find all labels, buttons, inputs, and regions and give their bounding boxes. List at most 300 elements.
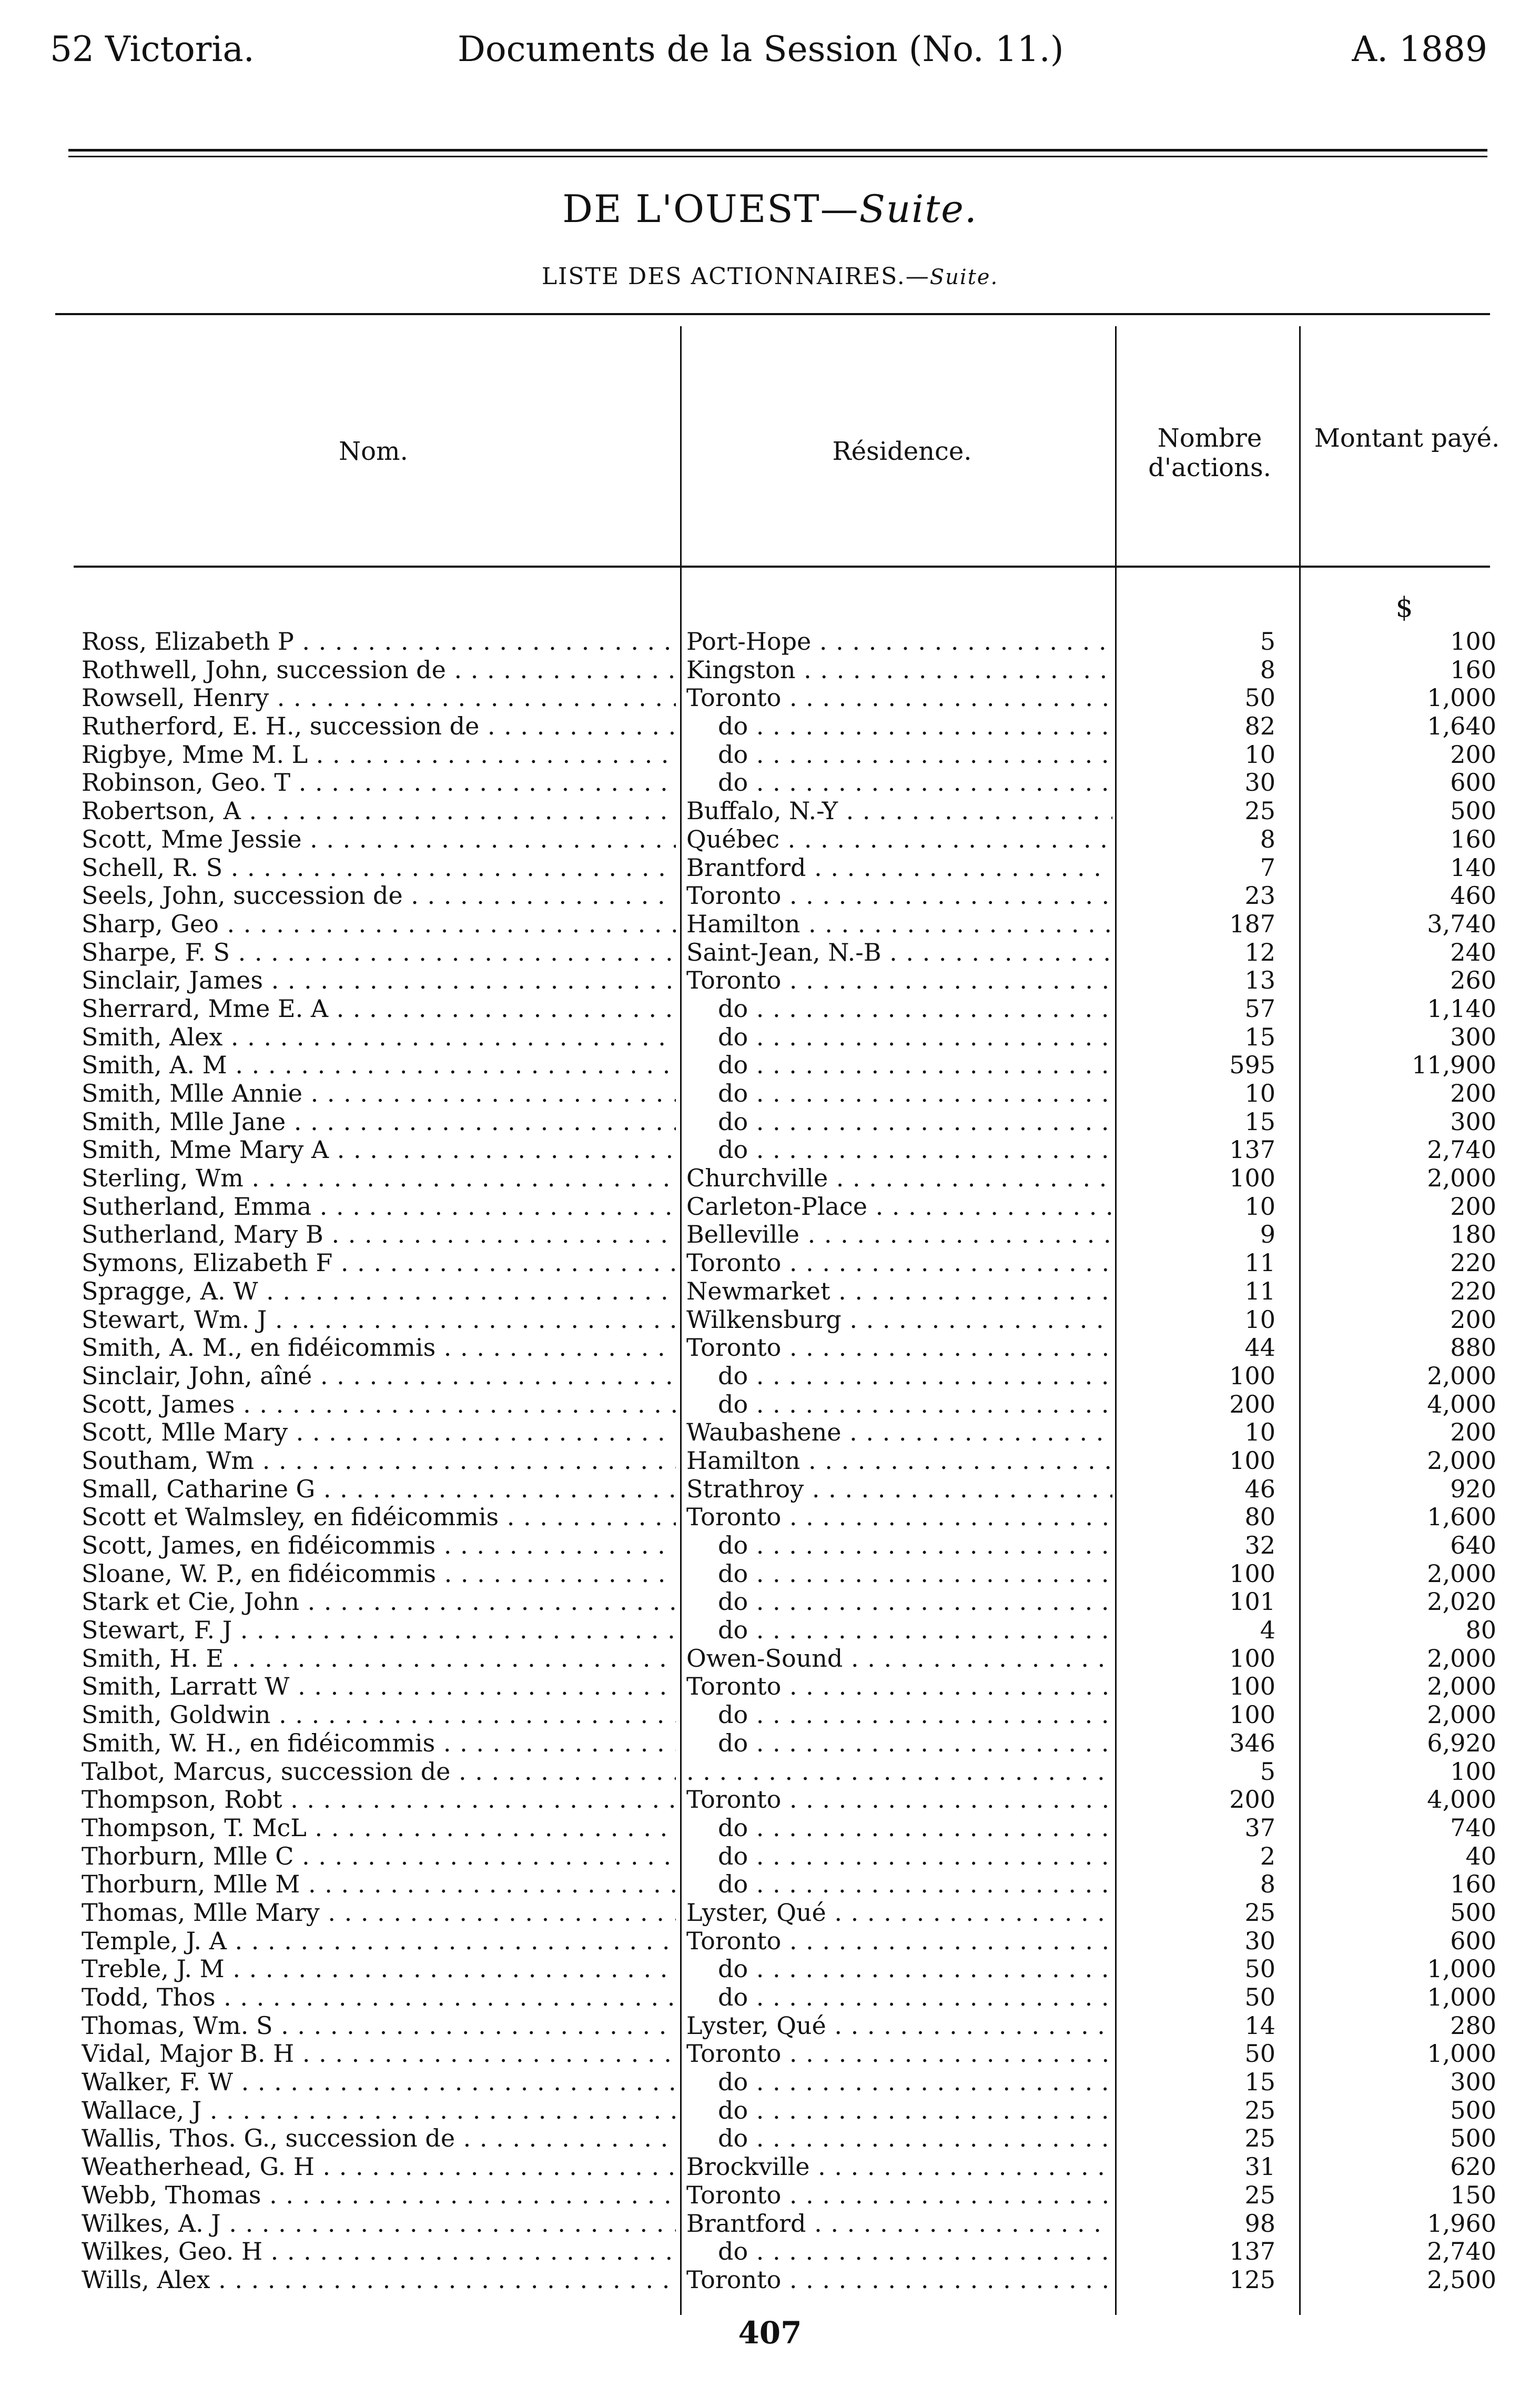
table-row: [0, 684, 1540, 712]
cell-residence: Toronto . . .: [686, 966, 1112, 995]
cell-montant: 2,020: [1427, 1587, 1496, 1616]
table-row: [0, 797, 1540, 825]
cell-nom: Smith, A. M . . .: [82, 1051, 676, 1080]
table-row: [0, 1503, 1540, 1532]
cell-montant: 240: [1450, 938, 1496, 966]
column-header-nombre: Nombre d'actions.: [1148, 424, 1271, 482]
cell-residence: Kingston . . .: [686, 656, 1112, 684]
cell-nombre: 13: [1244, 966, 1275, 995]
cell-nombre: 25: [1244, 2096, 1275, 2124]
cell-nom: Smith, Goldwin . . .: [82, 1701, 676, 1729]
cell-nombre: 200: [1229, 1389, 1275, 1418]
cell-nombre: 25: [1244, 2124, 1275, 2153]
cell-nombre: 8: [1260, 824, 1275, 853]
cell-nombre: 5: [1260, 1757, 1275, 1786]
cell-montant: 640: [1450, 1531, 1496, 1559]
cell-montant: 3,740: [1427, 909, 1496, 938]
cell-nombre: 100: [1229, 1672, 1275, 1701]
cell-residence: Buffalo, N.-Y . . .: [686, 797, 1112, 825]
cell-residence: do . . .: [686, 1983, 1112, 2012]
table-top-rule: [55, 313, 1490, 315]
cell-nombre: 11: [1244, 1276, 1275, 1305]
cell-nombre: 595: [1229, 1051, 1275, 1080]
table-row: [0, 2266, 1540, 2294]
table-row: [0, 1842, 1540, 1871]
cell-montant: 1,640: [1427, 712, 1496, 741]
section-title-suite: Suite.: [859, 187, 978, 231]
cell-residence: Québec . . .: [686, 825, 1112, 854]
cell-montant: 200: [1450, 1079, 1496, 1107]
cell-montant: 2,500: [1427, 2265, 1496, 2294]
cell-residence: Toronto . . .: [686, 684, 1112, 712]
cell-nom: Scott, Mlle Mary . . .: [82, 1418, 676, 1447]
header-rule-thick: [68, 149, 1487, 152]
cell-montant: 500: [1450, 797, 1496, 825]
table-row: [0, 1391, 1540, 1419]
table-row: [0, 1108, 1540, 1136]
table-row: [0, 2040, 1540, 2068]
cell-nombre: 125: [1229, 2265, 1275, 2294]
cell-nombre: 9: [1260, 1220, 1275, 1249]
cell-nom: Thorburn, Mlle C . . .: [82, 1842, 676, 1871]
cell-nombre: 15: [1244, 2068, 1275, 2097]
cell-nombre: 100: [1229, 1446, 1275, 1475]
currency-symbol: $: [1395, 592, 1413, 623]
column-header-residence: Résidence.: [832, 437, 972, 466]
cell-nom: Walker, F. W . . .: [82, 2068, 676, 2097]
cell-residence: do . . .: [686, 995, 1112, 1023]
cell-nombre: 14: [1244, 2011, 1275, 2040]
cell-montant: 220: [1450, 1276, 1496, 1305]
cell-nombre: 100: [1229, 1700, 1275, 1729]
cell-montant: 160: [1450, 824, 1496, 853]
section-subtitle-main: LISTE DES ACTIONNAIRES.—: [541, 263, 930, 290]
table-row: [0, 1927, 1540, 1956]
table-row: [0, 1899, 1540, 1927]
cell-nom: Smith, Mlle Annie . . .: [82, 1080, 676, 1108]
cell-montant: 260: [1450, 966, 1496, 995]
cell-montant: 600: [1450, 768, 1496, 797]
cell-nombre: 23: [1244, 881, 1275, 910]
table-row: [0, 1475, 1540, 1504]
cell-residence: do . . .: [686, 1051, 1112, 1080]
cell-nom: Sharpe, F. S . . .: [82, 939, 676, 967]
cell-nom: Robinson, Geo. T . . .: [82, 769, 676, 797]
table-row: [0, 854, 1540, 882]
cell-nombre: 50: [1244, 2039, 1275, 2068]
table-row: [0, 1080, 1540, 1108]
table-row: [0, 1616, 1540, 1645]
cell-nom: Scott et Walmsley, en fidéicommis . . .: [82, 1503, 676, 1532]
cell-residence: Belleville . . .: [686, 1221, 1112, 1249]
cell-residence: Toronto . . .: [686, 1249, 1112, 1277]
cell-montant: 600: [1450, 1926, 1496, 1955]
cell-residence: do . . .: [686, 1136, 1112, 1164]
cell-residence: Hamilton . . .: [686, 910, 1112, 939]
page-number: 407: [738, 2315, 802, 2351]
cell-montant: 1,000: [1427, 683, 1496, 712]
cell-nombre: 100: [1229, 1644, 1275, 1673]
cell-residence: do . . .: [686, 1362, 1112, 1391]
cell-nombre: 2: [1260, 1841, 1275, 1870]
cell-nom: Stark et Cie, John . . .: [82, 1588, 676, 1616]
cell-montant: 2,000: [1427, 1559, 1496, 1588]
cell-residence: do . . .: [686, 1532, 1112, 1560]
cell-nombre: 57: [1244, 994, 1275, 1023]
cell-residence: do . . .: [686, 1955, 1112, 1983]
cell-nombre: 98: [1244, 2209, 1275, 2238]
cell-montant: 140: [1450, 853, 1496, 882]
section-title: [0, 187, 1540, 231]
cell-nom: Rowsell, Henry . . .: [82, 684, 676, 712]
cell-nom: Smith, H. E . . .: [82, 1645, 676, 1673]
table-row: [0, 1645, 1540, 1673]
cell-nombre: 10: [1244, 1079, 1275, 1107]
cell-residence: Hamilton . . .: [686, 1447, 1112, 1475]
cell-montant: 2,000: [1427, 1700, 1496, 1729]
table-row: [0, 995, 1540, 1023]
cell-nom: Rutherford, E. H., succession de . . .: [82, 712, 676, 741]
cell-nom: Scott, Mme Jessie . . .: [82, 825, 676, 854]
table-header-rule: [74, 566, 1490, 568]
cell-nombre: 25: [1244, 2180, 1275, 2209]
cell-residence: Toronto . . .: [686, 1334, 1112, 1362]
header-volume: 52 Victoria.: [50, 29, 255, 69]
table-row: [0, 882, 1540, 910]
cell-residence: Lyster, Qué . . .: [686, 1899, 1112, 1927]
table-row: [0, 1983, 1540, 2012]
header-rule-thin: [68, 156, 1487, 157]
table-row: [0, 1418, 1540, 1447]
cell-nom: Southam, Wm . . .: [82, 1447, 676, 1475]
cell-nom: Talbot, Marcus, succession de . . .: [82, 1758, 676, 1786]
cell-nombre: 31: [1244, 2152, 1275, 2181]
column-header-montant: Montant payé.: [1314, 424, 1500, 453]
table-row: [0, 741, 1540, 769]
cell-residence: Toronto . . .: [686, 882, 1112, 910]
table-row: [0, 1729, 1540, 1758]
cell-nom: Stewart, F. J . . .: [82, 1616, 676, 1645]
cell-nom: Smith, W. H., en fidéicommis . . .: [82, 1729, 676, 1758]
table-row: [0, 1051, 1540, 1080]
table-row: [0, 2210, 1540, 2238]
section-title-main: DE L'OUEST—: [562, 187, 859, 231]
cell-nom: Scott, James, en fidéicommis . . .: [82, 1532, 676, 1560]
cell-residence: do . . .: [686, 1391, 1112, 1419]
cell-nombre: 10: [1244, 740, 1275, 769]
cell-residence: do . . .: [686, 2124, 1112, 2153]
cell-nombre: 10: [1244, 1305, 1275, 1334]
cell-nom: Wallace, J . . .: [82, 2097, 676, 2125]
cell-residence: Churchville . . .: [686, 1164, 1112, 1193]
table-row: [0, 1306, 1540, 1334]
cell-nom: Sutherland, Emma . . .: [82, 1193, 676, 1221]
cell-nom: Sinclair, James . . .: [82, 966, 676, 995]
cell-nom: Sinclair, John, aîné . . .: [82, 1362, 676, 1391]
cell-montant: 1,000: [1427, 1983, 1496, 2011]
cell-nombre: 50: [1244, 1983, 1275, 2011]
table-row: [0, 2068, 1540, 2097]
cell-montant: 6,920: [1427, 1728, 1496, 1757]
cell-residence: do . . .: [686, 741, 1112, 769]
cell-nom: Wallis, Thos. G., succession de . . .: [82, 2124, 676, 2153]
cell-montant: 2,000: [1427, 1164, 1496, 1193]
section-subtitle: [0, 263, 1540, 290]
cell-nom: Todd, Thos . . .: [82, 1983, 676, 2012]
cell-montant: 200: [1450, 1305, 1496, 1334]
cell-montant: 300: [1450, 1107, 1496, 1136]
cell-nom: Thorburn, Mlle M . . .: [82, 1870, 676, 1899]
table-row: [0, 2097, 1540, 2125]
cell-montant: 40: [1465, 1841, 1496, 1870]
table-row: [0, 1758, 1540, 1786]
cell-residence: Toronto . . .: [686, 1673, 1112, 1701]
table-row: [0, 1334, 1540, 1362]
cell-nombre: 200: [1229, 1785, 1275, 1814]
cell-residence: do . . .: [686, 2097, 1112, 2125]
cell-residence: Newmarket . . .: [686, 1277, 1112, 1306]
cell-nom: Webb, Thomas . . .: [82, 2181, 676, 2210]
cell-nombre: 7: [1260, 853, 1275, 882]
cell-residence: do . . .: [686, 769, 1112, 797]
table-row: [0, 1560, 1540, 1588]
cell-nom: Wills, Alex . . .: [82, 2266, 676, 2294]
cell-montant: 220: [1450, 1248, 1496, 1277]
table-row: [0, 1786, 1540, 1814]
cell-nombre: 100: [1229, 1164, 1275, 1193]
table-row: [0, 2153, 1540, 2181]
table-row: [0, 1193, 1540, 1221]
cell-nom: Thomas, Wm. S . . .: [82, 2012, 676, 2040]
cell-residence: do . . .: [686, 2238, 1112, 2266]
cell-nombre: 15: [1244, 1107, 1275, 1136]
cell-nom: Scott, James . . .: [82, 1391, 676, 1419]
cell-montant: 11,900: [1412, 1051, 1496, 1080]
cell-residence: Brantford . . .: [686, 854, 1112, 882]
column-header-nom: Nom.: [339, 437, 408, 466]
table-row: [0, 1814, 1540, 1842]
cell-residence: [686, 1758, 1112, 1786]
table-row: [0, 2238, 1540, 2266]
header-year: A. 1889: [1352, 29, 1487, 69]
table-row: [0, 825, 1540, 854]
cell-nom: Wilkes, Geo. H . . .: [82, 2238, 676, 2266]
cell-nom: Seels, John, succession de . . .: [82, 882, 676, 910]
cell-residence: Port-Hope . . .: [686, 628, 1112, 656]
cell-montant: 1,960: [1427, 2209, 1496, 2238]
cell-montant: 100: [1450, 1757, 1496, 1786]
cell-montant: 2,000: [1427, 1446, 1496, 1475]
cell-nombre: 15: [1244, 1022, 1275, 1051]
table-row: [0, 1164, 1540, 1193]
cell-nombre: 10: [1244, 1418, 1275, 1447]
cell-montant: 1,600: [1427, 1503, 1496, 1532]
cell-montant: 4,000: [1427, 1389, 1496, 1418]
section-subtitle-suite: Suite.: [929, 265, 999, 289]
cell-montant: 200: [1450, 1418, 1496, 1447]
cell-residence: do . . .: [686, 1080, 1112, 1108]
cell-nombre: 32: [1244, 1531, 1275, 1559]
cell-montant: 880: [1450, 1333, 1496, 1362]
table-row: [0, 1588, 1540, 1616]
cell-montant: 920: [1450, 1474, 1496, 1503]
cell-montant: 200: [1450, 1192, 1496, 1221]
cell-residence: Carleton-Place . . .: [686, 1193, 1112, 1221]
cell-nom: Smith, A. M., en fidéicommis . . .: [82, 1334, 676, 1362]
table-row: [0, 1673, 1540, 1701]
cell-residence: Toronto . . .: [686, 1786, 1112, 1814]
cell-nombre: 11: [1244, 1248, 1275, 1277]
cell-nom: Thomas, Mlle Mary . . .: [82, 1899, 676, 1927]
cell-nombre: 50: [1244, 683, 1275, 712]
table-row: [0, 628, 1540, 656]
table-row: [0, 1532, 1540, 1560]
cell-montant: 80: [1465, 1616, 1496, 1645]
table-row: [0, 939, 1540, 967]
cell-montant: 100: [1450, 627, 1496, 656]
cell-montant: 2,000: [1427, 1361, 1496, 1390]
cell-nombre: 37: [1244, 1813, 1275, 1842]
cell-montant: 1,000: [1427, 1955, 1496, 1983]
cell-nom: Vidal, Major B. H . . .: [82, 2040, 676, 2068]
cell-residence: do . . .: [686, 1842, 1112, 1871]
cell-residence: do . . .: [686, 2068, 1112, 2097]
cell-nom: Ross, Elizabeth P . . .: [82, 628, 676, 656]
cell-nombre: 30: [1244, 768, 1275, 797]
cell-nom: Smith, Mlle Jane . . .: [82, 1108, 676, 1136]
cell-nom: Symons, Elizabeth F . . .: [82, 1249, 676, 1277]
cell-montant: 4,000: [1427, 1785, 1496, 1814]
cell-nombre: 137: [1229, 1135, 1275, 1164]
table-row: [0, 1362, 1540, 1391]
cell-montant: 300: [1450, 1022, 1496, 1051]
table-row: [0, 1249, 1540, 1277]
cell-residence: do . . .: [686, 1108, 1112, 1136]
cell-montant: 2,000: [1427, 1644, 1496, 1673]
table-row: [0, 1870, 1540, 1899]
cell-residence: do . . .: [686, 1729, 1112, 1758]
cell-residence: Saint-Jean, N.-B . . .: [686, 939, 1112, 967]
cell-residence: Toronto . . .: [686, 2266, 1112, 2294]
cell-residence: do . . .: [686, 1701, 1112, 1729]
cell-residence: Toronto . . .: [686, 2181, 1112, 2210]
cell-montant: 160: [1450, 1870, 1496, 1899]
cell-nom: Sloane, W. P., en fidéicommis . . .: [82, 1560, 676, 1588]
cell-residence: do . . .: [686, 1560, 1112, 1588]
cell-nom: Smith, Mme Mary A . . .: [82, 1136, 676, 1164]
cell-residence: Brantford . . .: [686, 2210, 1112, 2238]
table-row: [0, 2012, 1540, 2040]
cell-residence: Toronto . . .: [686, 1503, 1112, 1532]
cell-nom: Sterling, Wm . . .: [82, 1164, 676, 1193]
cell-nom: Spragge, A. W . . .: [82, 1277, 676, 1306]
cell-nombre: 8: [1260, 655, 1275, 684]
cell-nom: Sherrard, Mme E. A . . .: [82, 995, 676, 1023]
table-row: [0, 966, 1540, 995]
table-row: [0, 769, 1540, 797]
table-row: [0, 1447, 1540, 1475]
table-row: [0, 2181, 1540, 2210]
table-row: [0, 2124, 1540, 2153]
cell-nom: Robertson, A . . .: [82, 797, 676, 825]
cell-nombre: 101: [1229, 1587, 1275, 1616]
cell-nombre: 187: [1229, 909, 1275, 938]
cell-montant: 1,140: [1427, 994, 1496, 1023]
cell-residence: Toronto . . .: [686, 2040, 1112, 2068]
cell-nombre: 82: [1244, 712, 1275, 741]
table-row: [0, 1136, 1540, 1164]
cell-nom: Weatherhead, G. H . . .: [82, 2153, 676, 2181]
cell-nombre: 4: [1260, 1616, 1275, 1645]
cell-nombre: 346: [1229, 1728, 1275, 1757]
cell-montant: 460: [1450, 881, 1496, 910]
cell-nombre: 25: [1244, 1898, 1275, 1927]
cell-residence: Owen-Sound . . .: [686, 1645, 1112, 1673]
cell-nombre: 100: [1229, 1361, 1275, 1390]
cell-nombre: 137: [1229, 2237, 1275, 2266]
cell-nom: Rothwell, John, succession de . . .: [82, 656, 676, 684]
cell-nom: Thompson, T. McL . . .: [82, 1814, 676, 1842]
cell-montant: 280: [1450, 2011, 1496, 2040]
cell-montant: 180: [1450, 1220, 1496, 1249]
cell-montant: 2,740: [1427, 2237, 1496, 2266]
cell-montant: 150: [1450, 2180, 1496, 2209]
cell-nombre: 46: [1244, 1474, 1275, 1503]
cell-residence: do . . .: [686, 712, 1112, 741]
cell-nombre: 100: [1229, 1559, 1275, 1588]
cell-nom: Stewart, Wm. J . . .: [82, 1306, 676, 1334]
table-row: [0, 910, 1540, 939]
table-row: [0, 1955, 1540, 1983]
cell-montant: 300: [1450, 2068, 1496, 2097]
cell-montant: 620: [1450, 2152, 1496, 2181]
cell-nombre: 80: [1244, 1503, 1275, 1532]
cell-montant: 740: [1450, 1813, 1496, 1842]
table-row: [0, 1701, 1540, 1729]
cell-nom: Sharp, Geo . . .: [82, 910, 676, 939]
cell-residence: Waubashene . . .: [686, 1418, 1112, 1447]
cell-residence: do . . .: [686, 1023, 1112, 1052]
cell-nombre: 30: [1244, 1926, 1275, 1955]
cell-nom: Smith, Larratt W . . .: [82, 1673, 676, 1701]
shareholder-table-body: [0, 628, 1540, 2294]
header-session: Documents de la Session (No. 11.): [458, 29, 1064, 69]
cell-nom: Sutherland, Mary B . . .: [82, 1221, 676, 1249]
cell-montant: 2,000: [1427, 1672, 1496, 1701]
cell-montant: 500: [1450, 1898, 1496, 1927]
cell-nom: Rigbye, Mme M. L . . .: [82, 741, 676, 769]
cell-nom: Treble, J. M . . .: [82, 1955, 676, 1983]
cell-montant: 1,000: [1427, 2039, 1496, 2068]
cell-nom: Schell, R. S . . .: [82, 854, 676, 882]
cell-montant: 200: [1450, 740, 1496, 769]
cell-nombre: 10: [1244, 1192, 1275, 1221]
cell-nombre: 25: [1244, 797, 1275, 825]
cell-residence: do . . .: [686, 1588, 1112, 1616]
cell-residence: Lyster, Qué . . .: [686, 2012, 1112, 2040]
cell-residence: Strathroy . . .: [686, 1475, 1112, 1504]
cell-montant: 500: [1450, 2124, 1496, 2153]
table-row: [0, 656, 1540, 684]
table-row: [0, 1023, 1540, 1052]
cell-nom: Thompson, Robt . . .: [82, 1786, 676, 1814]
table-row: [0, 1277, 1540, 1306]
cell-nom: Wilkes, A. J . . .: [82, 2210, 676, 2238]
cell-residence: do . . .: [686, 1870, 1112, 1899]
cell-nom: Smith, Alex . . .: [82, 1023, 676, 1052]
cell-residence: Brockville . . .: [686, 2153, 1112, 2181]
cell-montant: 160: [1450, 655, 1496, 684]
